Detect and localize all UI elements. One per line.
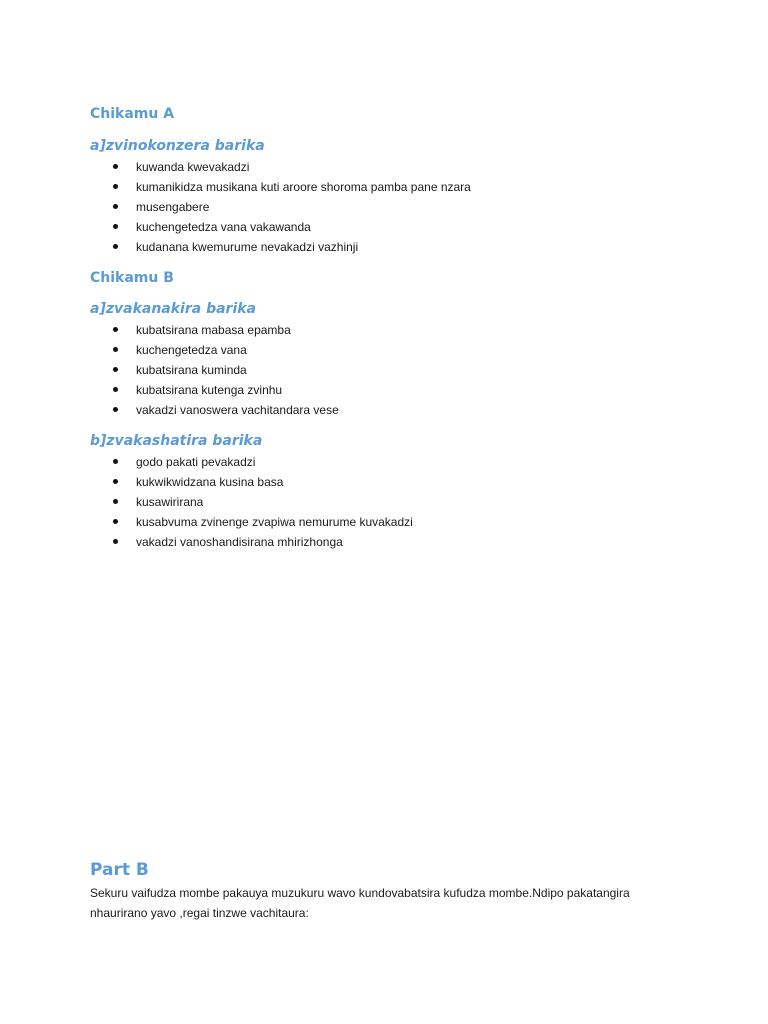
subheading-zvakanakira: a]zvakanakira barika xyxy=(90,301,257,317)
list-item: vakadzi vanoshandisirana mhirizhonga xyxy=(90,532,690,552)
list-item: kukwikwidzana kusina basa xyxy=(90,472,690,492)
bullet-icon xyxy=(113,164,118,169)
heading-part-b: Part B xyxy=(90,860,149,880)
heading-chikamu-b: Chikamu B xyxy=(90,270,174,286)
list-zvakanakira xyxy=(90,320,690,420)
bullet-icon xyxy=(113,479,118,484)
bullet-icon xyxy=(113,367,118,372)
list-item: kubatsirana kuminda xyxy=(90,360,690,380)
bullet-icon xyxy=(113,407,118,412)
list-item: godo pakati pevakadzi xyxy=(90,452,690,472)
list-item: kudanana kwemurume nevakadzi vazhinji xyxy=(90,237,690,257)
bullet-icon xyxy=(113,387,118,392)
section-chikamu-a xyxy=(90,105,690,257)
list-item: musengabere xyxy=(90,197,690,217)
section-chikamu-b xyxy=(90,269,690,552)
list-item: vakadzi vanoswera vachitandara vese xyxy=(90,400,690,420)
subheading-zvakashatira: b]zvakashatira barika xyxy=(90,433,263,449)
bullet-icon xyxy=(113,204,118,209)
list-item: kusabvuma zvinenge zvapiwa nemurume kuvakadzi xyxy=(90,512,690,532)
list-item: kubatsirana mabasa epamba xyxy=(90,320,690,340)
bullet-icon xyxy=(113,539,118,544)
bullet-icon xyxy=(113,184,118,189)
list-item: kubatsirana kutenga zvinhu xyxy=(90,380,690,400)
paragraph-line-1: Sekuru vaifudza mombe pakauya muzukuru wavo kundovabatsira kufudza mombe.Ndipo pakatangira xyxy=(90,886,630,900)
list-zvakashatira xyxy=(90,452,690,552)
bullet-icon xyxy=(113,459,118,464)
bullet-icon xyxy=(113,347,118,352)
list-item: kuwanda kwevakadzi xyxy=(90,157,690,177)
paragraph-line-2: nhaurirano yavo ,regai tinzwe vachitaura: xyxy=(90,906,309,920)
bullet-icon xyxy=(113,244,118,249)
bullet-icon xyxy=(113,519,118,524)
list-zvinokonzera xyxy=(90,157,690,257)
bullet-icon xyxy=(113,499,118,504)
section-part-b xyxy=(90,859,690,923)
heading-chikamu-a: Chikamu A xyxy=(90,106,175,122)
list-item: kumanikidza musikana kuti aroore shoroma pamba pane nzara xyxy=(90,177,690,197)
list-item: kuchengetedza vana vakawanda xyxy=(90,217,690,237)
list-item: kuchengetedza vana xyxy=(90,340,690,360)
bullet-icon xyxy=(113,327,118,332)
subheading-zvinokonzera: a]zvinokonzera barika xyxy=(90,138,265,154)
list-item: kusawirirana xyxy=(90,492,690,512)
bullet-icon xyxy=(113,224,118,229)
